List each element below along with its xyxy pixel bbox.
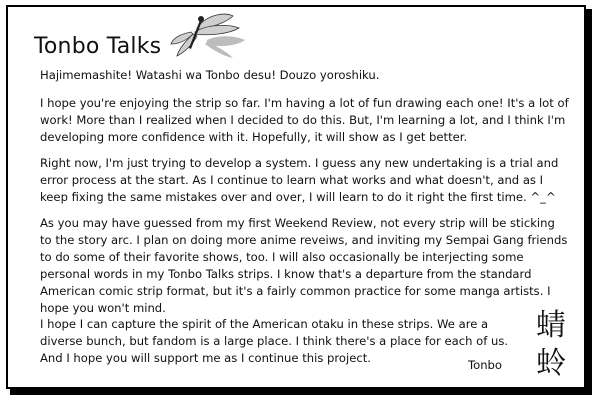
header xyxy=(34,14,247,62)
paragraph-3: As you may have guessed from my first Weekend Review, not every strip will be sticking to the story arc. I plan on doing more anime reveiws, and inviting my Sempai Gang friends to do some of their favorite shows, too. I will also occasionally be interjecting some personal words in my Tonbo Talks strips. I know that's a departure from the standard American comic strip format, but it's a fairly common practice for some manga artists. I hope you won't mind. xyxy=(40,216,568,315)
paragraph-intro: Hajimemashite! Watashi wa Tonbo desu! Douzo yoroshiku. xyxy=(40,68,380,82)
paragraph-closing: I hope I can capture the spirit of the American otaku in these strips. We are a diverse bunch, but fandom is a large place. I think there's a place for each of us. And I hope you will support me as I continue this project. xyxy=(40,317,509,365)
signature: Tonbo xyxy=(468,358,503,372)
dragonfly-icon xyxy=(167,10,247,62)
kanji-char-1: 蜻 xyxy=(536,308,566,343)
paragraph-2: Right now, I'm just trying to develop a system. I guess any new undertaking is a trial and error process at the start. As I continue to learn what works and what doesn't, and as I keep fixing the same mistakes over and over, I will learn to do it right the first time. ^_^ xyxy=(40,156,559,204)
article-body xyxy=(40,67,570,326)
kanji-tonbo xyxy=(533,307,569,383)
paragraph-1: I hope you're enjoying the strip so far. I'm having a lot of fun drawing each one! It's a lot of work! More than I realized when I decided to do this. But, I'm learning a lot, and I think I'm developing more confidence with it. Hopefully, it will show as I get better. xyxy=(40,96,569,144)
page-title: Tonbo Talks xyxy=(34,34,162,59)
kanji-char-2: 蛉 xyxy=(536,346,566,381)
